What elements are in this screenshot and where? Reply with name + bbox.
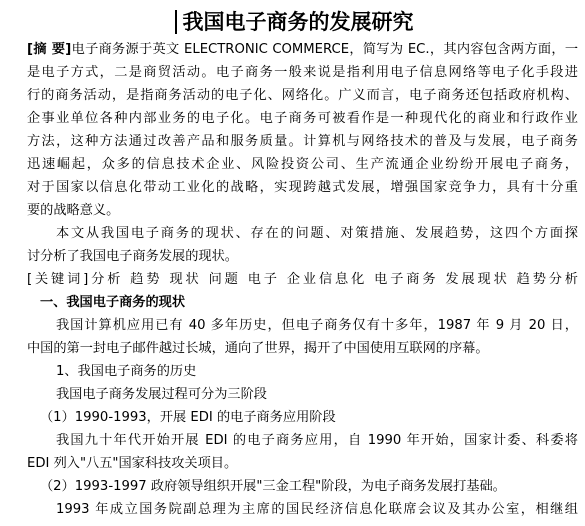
para1-line-2: 中国的第一封电子邮件越过长城，通向了世界，揭开了中国使用互联网的序幕。	[27, 341, 489, 356]
abstract-label: [摘 要]	[27, 42, 72, 57]
stage1-heading: （1）1990-1993，开展 EDI 的电子商务应用阶段	[40, 410, 336, 425]
keywords-line: [关键词]分析 趋势 现状 问题 电子 企业信息化 电子商务 发展现状 趋势分析	[27, 272, 578, 287]
abstract-line-4: 企事业单位各种内部业务的电子化。电子商务可被看作是一种现代化的商业和行政作业	[27, 111, 578, 126]
para1-line-1: 我国计算机应用已有 40 多年历史，但电子商务仅有十多年，1987 年 9 月 20 日，	[56, 318, 578, 333]
abstract-line-6: 迅速崛起，众多的信息技术企业、风险投资公司、生产流通企业纷纷开展电子商务，	[27, 157, 578, 172]
document-title: 我国电子商务的发展研究	[182, 9, 414, 34]
abstract-line-2: 是电子方式，二是商贸活动。电子商务一般来说是指利用电子信息网络等电子化手段进	[27, 65, 578, 80]
abstract-line-8: 要的战略意义。	[27, 203, 120, 218]
abstract-line-7: 对于国家以信息化带动工业化的战略，实现跨越式发展，增强国家竞争力，具有十分重	[27, 180, 578, 195]
text-cursor	[175, 10, 177, 34]
abstract-line-3: 行的商务活动，是指商务活动的电子化、网络化。广义而言，电子商务还包括政府机构、	[27, 88, 578, 103]
subsection-text: 我国电子商务发展过程可分为三阶段	[56, 387, 267, 402]
section-heading: 一、我国电子商务的现状	[40, 295, 186, 310]
stage2-line-1: 1993 年成立国务院副总理为主席的国民经济信息化联席会议及其办公室，相继组	[56, 502, 578, 517]
abstract-line-1: [摘 要]电子商务源于英文 ELECTRONIC COMMERCE，简写为 EC.，其内容包含两方面，一	[27, 42, 579, 57]
stage2-heading: （2）1993-1997 政府领导组织开展"三金工程"阶段，为电子商务发展打基础。	[40, 479, 506, 494]
intro-line-2: 讨分析了我国电子商务发展的现状。	[27, 249, 238, 264]
abstract-line-5: 方法，这种方法通过改善产品和服务质量。计算机与网络技术的普及与发展，电子商务	[27, 134, 578, 149]
stage1-line-2: EDI 列入"八五"国家科技攻关项目。	[27, 456, 238, 471]
intro-line-1: 本文从我国电子商务的现状、存在的问题、对策措施、发展趋势，这四个方面探	[56, 226, 578, 241]
stage1-line-1: 我国九十年代开始开展 EDI 的电子商务应用，自 1990 年开始，国家计委、科委将	[56, 433, 578, 448]
subsection-heading: 1、我国电子商务的历史	[56, 364, 197, 379]
